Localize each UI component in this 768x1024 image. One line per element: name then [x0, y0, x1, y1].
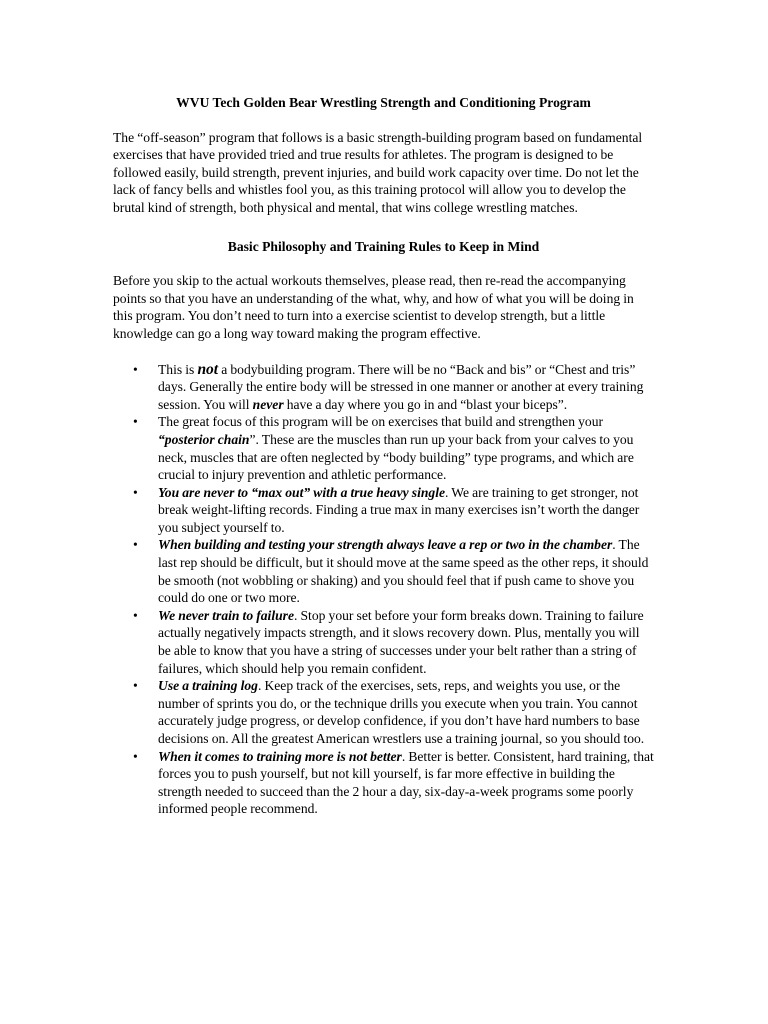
bullet-icon: • — [133, 484, 138, 500]
rule-text: have a day where you go in and “blast your biceps”. — [283, 396, 568, 412]
bullet-icon: • — [133, 748, 138, 764]
bullet-icon: • — [133, 678, 138, 694]
rule-emphasis: When it comes to training more is not better — [158, 748, 402, 764]
rule-text: The great focus of this program will be on exercises that build and strengthen your — [158, 414, 604, 430]
document-page — [113, 94, 654, 818]
document-title: WVU Tech Golden Bear Wrestling Strength and Conditioning Program — [176, 95, 591, 110]
rules-list — [113, 361, 654, 818]
rule-item — [113, 536, 654, 606]
rule-emphasis: never — [252, 396, 284, 412]
section-heading: Basic Philosophy and Training Rules to Keep in Mind — [227, 238, 540, 254]
rule-item — [113, 607, 654, 677]
bullet-icon: • — [133, 607, 138, 623]
rule-text: . We are training to get stronger, not break weight-lifting records. Finding a true max in many exercises isn’t worth the danger you subject yourself to. — [158, 484, 640, 535]
rule-text: . The last rep should be difficult, but it should move at the same speed as the other reps, it should be smooth (not wobbling or shaking) and you should feel that if push came to shove you could do one or two more. — [158, 537, 649, 606]
bullet-icon: • — [133, 414, 138, 430]
rule-item — [113, 361, 654, 414]
rule-text: . Stop your set before your form breaks down. Training to failure actually negatively impacts strength, and it slows recovery down. Plus, mentally you will be able to know that you have a string of successes under your belt rather than a string of failures, which should help you remain confident. — [158, 607, 644, 676]
rule-emphasis: We never train to failure — [158, 607, 294, 623]
section-intro-paragraph: Before you skip to the actual workouts themselves, please read, then re-read the accompanying points so that you have an understanding of the what, why, and how of what you will be doing in this program. You don’t need to turn into a exercise scientist to develop strength, but a little knowledge can go a long way toward making the program effective. — [113, 273, 634, 341]
intro-paragraph: The “off-season” program that follows is a basic strength-building program based on fundamental exercises that have provided tried and true results for athletes. The program is designed to be followed easily, build strength, prevent injuries, and build work capacity over time. Do not let the lack of fancy bells and whistles fool you, as this training protocol will allow you to develop the brutal kind of strength, both physical and mental, that wins college wrestling matches. — [113, 129, 643, 215]
rule-text: . Better is better. Consistent, hard training, that forces you to push yourself, but not kill yourself, is far more effective in building the strength needed to succeed than the 2 hour a day, six-day-a-week programs some poorly informed people recommend. — [158, 748, 654, 817]
rule-text: This is — [158, 361, 198, 377]
bullet-icon: • — [133, 537, 138, 553]
rule-emphasis: When building and testing your strength always leave a rep or two in the chamber — [158, 537, 613, 553]
rule-item — [113, 677, 654, 747]
rule-emphasis: You are never to “max out” with a true heavy single — [158, 484, 446, 500]
rule-item — [113, 484, 654, 537]
rule-emphasis: “posterior chain — [158, 431, 250, 447]
rule-item — [113, 748, 654, 818]
rule-text: . Keep track of the exercises, sets, reps, and weights you use, or the number of sprints you do, or the technique drills you execute when you train. You cannot accurately judge progress, or develop confidence, if you don’t have hard numbers to base decisions on. All the greatest American wrestlers use a training journal, so you should too. — [158, 678, 645, 746]
rule-emphasis: not — [197, 360, 219, 378]
rule-item — [113, 413, 654, 483]
rule-text: ”. These are the muscles than run up your back from your calves to you neck, muscles that are often neglected by “body building” type programs, and which are crucial to injury prevention and athletic performance. — [158, 431, 634, 483]
rule-emphasis: Use a training log — [158, 678, 258, 694]
bullet-icon: • — [133, 361, 138, 377]
rule-text: a bodybuilding program. There will be no “Back and bis” or “Chest and tris” days. Generally the entire body will be stressed in one manner or another at every training session. You will — [158, 361, 644, 412]
